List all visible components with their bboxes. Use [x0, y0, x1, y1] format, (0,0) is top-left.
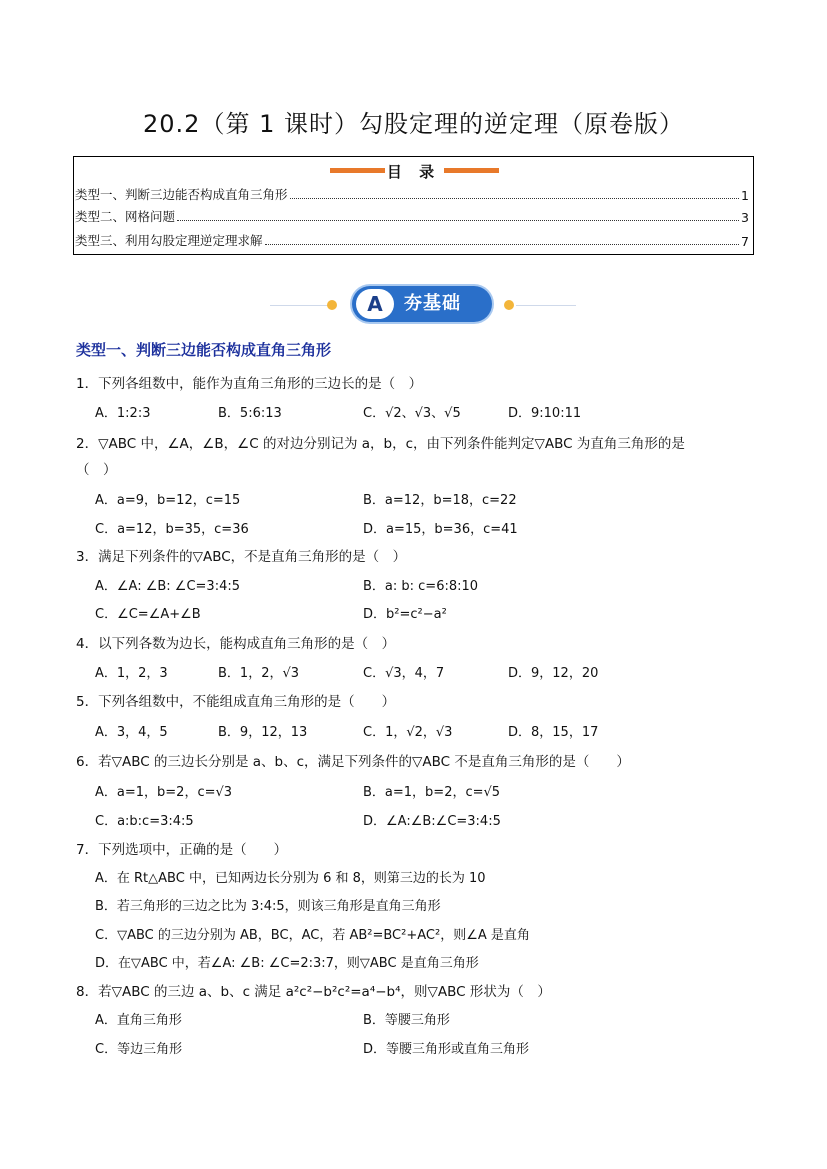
q6-option-d[interactable]: D．∠A:∠B:∠C=3:4:5 [363, 814, 501, 829]
toc-item-page: 7 [741, 234, 749, 249]
q8-option-d[interactable]: D．等腰三角形或直角三角形 [363, 1042, 530, 1057]
question-6: 6．若▽ABC 的三边长分别是 a、b、c，满足下列条件的▽ABC 不是直角三角形的是（ ） [76, 754, 630, 770]
toc-item-label: 类型一、判断三边能否构成直角三角形 [75, 187, 288, 202]
question-4: 4．以下列各数为边长，能构成直角三角形的是（ ） [76, 636, 396, 652]
q1-option-b[interactable]: B．5:6:13 [218, 406, 282, 421]
q6-option-b[interactable]: B．a=1，b=2，c=√5 [363, 785, 501, 800]
q8-option-a[interactable]: A．直角三角形 [95, 1013, 182, 1028]
q5-option-d[interactable]: D．8，15，17 [508, 725, 599, 740]
question-2-cont: （ ） [76, 462, 117, 478]
q7-option-b[interactable]: B．若三角形的三边之比为 3:4:5，则该三角形是直角三角形 [95, 899, 441, 914]
table-of-contents [73, 156, 754, 255]
toc-item-page: 1 [741, 188, 749, 203]
question-7: 7．下列选项中，正确的是（ ） [76, 842, 288, 858]
question-3: 3．满足下列条件的▽ABC，不是直角三角形的是（ ） [76, 549, 407, 565]
q8-option-c[interactable]: C．等边三角形 [95, 1042, 183, 1057]
question-8: 8．若▽ABC 的三边 a、b、c 满足 a²c²−b²c²=a⁴−b⁴，则▽ABC 形状为（ ） [76, 984, 551, 1000]
toc-item[interactable] [75, 207, 749, 225]
question-5: 5．下列各组数中，不能组成直角三角形的是（ ） [76, 694, 396, 710]
banner-left-dot [327, 300, 337, 310]
toc-right-bar [444, 168, 499, 173]
q4-option-c[interactable]: C．√3，4，7 [363, 666, 445, 681]
banner-left-line [270, 305, 330, 306]
question-1: 1．下列各组数中，能作为直角三角形的三边长的是（ ） [76, 376, 423, 392]
q7-option-c[interactable]: C．▽ABC 的三边分别为 AB，BC，AC，若 AB²=BC²+AC²，则∠A 是直角 [95, 928, 530, 943]
toc-item-label: 类型二、网格问题 [75, 209, 176, 224]
q4-option-a[interactable]: A．1，2，3 [95, 666, 168, 681]
banner-right-dot [504, 300, 514, 310]
q5-option-b[interactable]: B．9，12，13 [218, 725, 308, 740]
q7-option-a[interactable]: A．在 Rt△ABC 中，已知两边长分别为 6 和 8，则第三边的长为 10 [95, 871, 486, 886]
q5-option-a[interactable]: A．3，4，5 [95, 725, 168, 740]
q3-option-a[interactable]: A．∠A: ∠B: ∠C=3:4:5 [95, 579, 241, 594]
q2-option-a[interactable]: A．a=9，b=12，c=15 [95, 493, 241, 508]
q7-option-d[interactable]: D．在▽ABC 中，若∠A: ∠B: ∠C=2:3:7，则▽ABC 是直角三角形 [95, 956, 479, 971]
section-badge [352, 286, 492, 322]
q4-option-b[interactable]: B．1，2，√3 [218, 666, 300, 681]
q3-option-c[interactable]: C．∠C=∠A+∠B [95, 607, 201, 622]
page-title: 20.2（第 1 课时）勾股定理的逆定理（原卷版） [143, 110, 684, 138]
badge-letter: A [356, 289, 394, 319]
q1-option-c[interactable]: C．√2、√3、√5 [363, 406, 461, 421]
q4-option-d[interactable]: D．9，12，20 [508, 666, 599, 681]
toc-item[interactable] [75, 231, 749, 249]
toc-heading: 目 录 [386, 163, 441, 181]
toc-item-page: 3 [741, 210, 749, 225]
q3-option-d[interactable]: D．b²=c²−a² [363, 607, 447, 622]
q2-option-b[interactable]: B．a=12，b=18，c=22 [363, 493, 517, 508]
q1-option-d[interactable]: D．9:10:11 [508, 406, 582, 421]
q3-option-b[interactable]: B．a: b: c=6:8:10 [363, 579, 479, 594]
q6-option-c[interactable]: C．a:b:c=3:4:5 [95, 814, 194, 829]
q2-option-d[interactable]: D．a=15，b=36，c=41 [363, 522, 518, 537]
question-2: 2．▽ABC 中，∠A，∠B，∠C 的对边分别记为 a，b，c，由下列条件能判定▽ABC 为直角三角形的是 [76, 436, 685, 452]
q8-option-b[interactable]: B．等腰三角形 [363, 1013, 450, 1028]
toc-item-label: 类型三、利用勾股定理逆定理求解 [75, 233, 263, 248]
q5-option-c[interactable]: C．1，√2，√3 [363, 725, 453, 740]
badge-text: 夯基础 [404, 293, 461, 314]
q2-option-c[interactable]: C．a=12，b=35，c=36 [95, 522, 249, 537]
toc-item[interactable] [75, 185, 749, 203]
q6-option-a[interactable]: A．a=1，b=2，c=√3 [95, 785, 233, 800]
banner-right-line [516, 305, 576, 306]
q1-option-a[interactable]: A．1:2:3 [95, 406, 151, 421]
section-heading: 类型一、判断三边能否构成直角三角形 [76, 341, 332, 359]
